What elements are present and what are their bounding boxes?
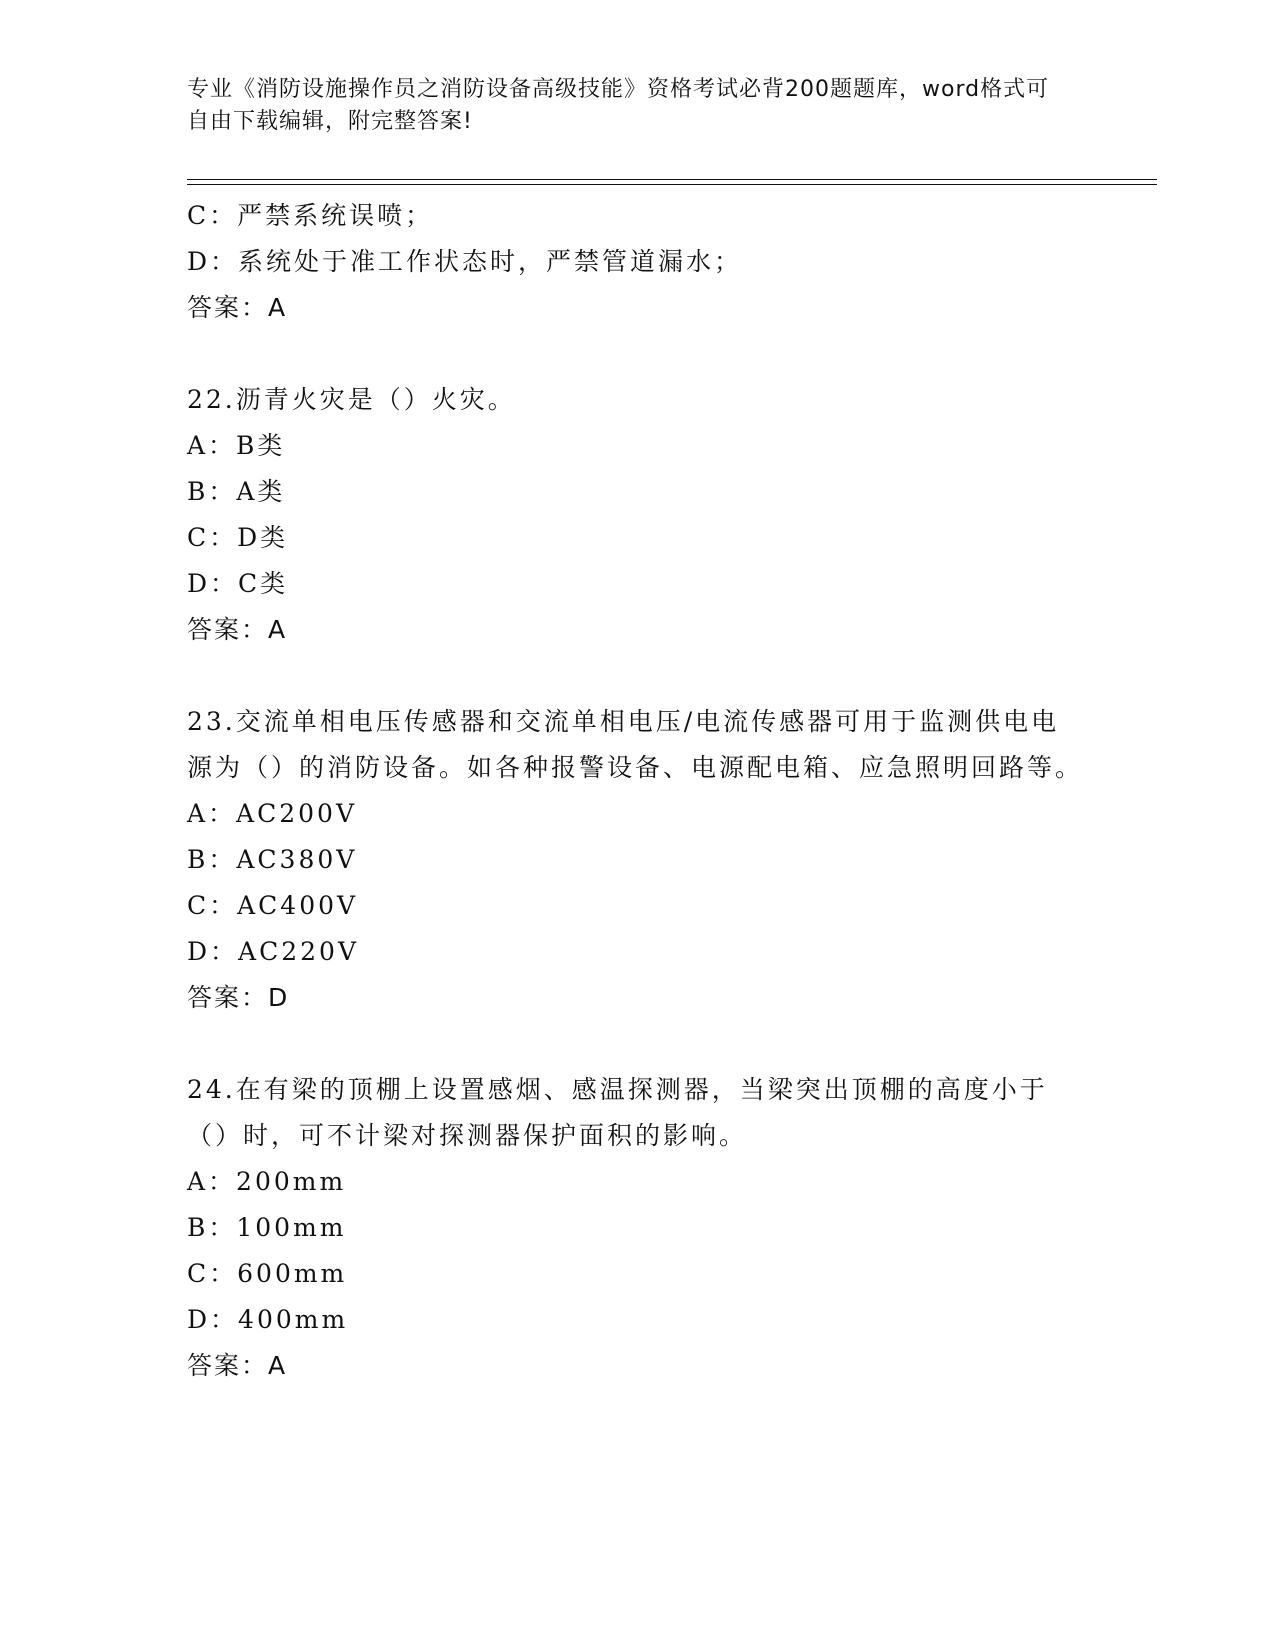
question-block-previous	[187, 193, 1087, 331]
option-c: C：AC400V	[187, 891, 359, 920]
answer-line: 答案：A	[187, 293, 288, 322]
question-text: 22.沥青火灾是（）火灾。	[187, 385, 516, 414]
document-header: 专业《消防设施操作员之消防设备高级技能》资格考试必背200题题库，word格式可自由下载编辑，附完整答案!	[187, 77, 1050, 134]
header-divider-bottom	[187, 184, 1157, 185]
option-c: C：严禁系统误喷；	[187, 201, 434, 230]
question-text: 24.在有梁的顶棚上设置感烟、感温探测器，当梁突出顶棚的高度小于（）时，可不计梁对探测器保护面积的影响。	[187, 1075, 1048, 1150]
option-b: B：AC380V	[187, 845, 358, 874]
answer-line: 答案：A	[187, 1351, 288, 1380]
option-a: A：200mm	[187, 1167, 347, 1196]
question-list	[187, 193, 1087, 1389]
option-d: D：AC220V	[187, 937, 359, 966]
spacer	[187, 1021, 1087, 1067]
option-c: C：600mm	[187, 1259, 348, 1288]
question-block-24	[187, 1067, 1087, 1389]
option-d: D：系统处于准工作状态时，严禁管道漏水；	[187, 247, 743, 276]
option-a: A：B类	[187, 431, 286, 460]
spacer	[187, 653, 1087, 699]
option-b: B：100mm	[187, 1213, 347, 1242]
spacer	[187, 331, 1087, 377]
option-d: D：C类	[187, 569, 289, 598]
option-a: A：AC200V	[187, 799, 358, 828]
answer-line: 答案：D	[187, 983, 290, 1012]
answer-line: 答案：A	[187, 615, 288, 644]
question-block-22	[187, 377, 1087, 653]
option-c: C：D类	[187, 523, 289, 552]
option-d: D：400mm	[187, 1305, 349, 1334]
question-text: 23.交流单相电压传感器和交流单相电压/电流传感器可用于监测供电电源为（）的消防设备。如各种报警设备、电源配电箱、应急照明回路等。	[187, 707, 1084, 782]
question-block-23	[187, 699, 1087, 1021]
option-b: B：A类	[187, 477, 286, 506]
header-divider-top	[187, 179, 1157, 180]
